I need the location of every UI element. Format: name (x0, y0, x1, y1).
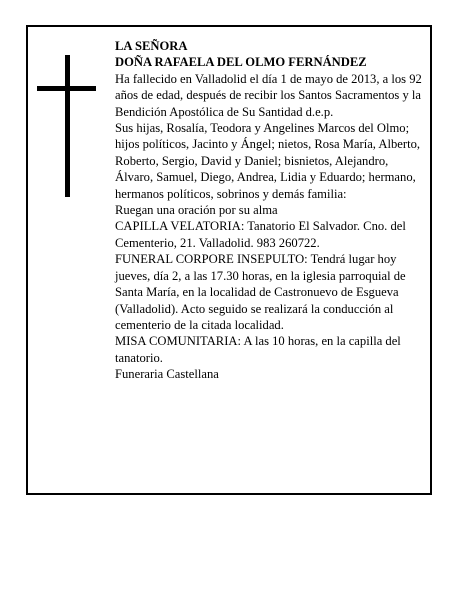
death-notice-paragraph: Ha fallecido en Valladolid el día 1 de mayo de 2013, a los 92 años de edad, después de recibir los Santos Sacramentos y la Bendición Apostólica de Su Santidad d.e.p. (115, 71, 422, 119)
honorific-title: LA SEÑORA (115, 39, 188, 53)
latin-cross-icon (37, 55, 96, 197)
family-paragraph: Sus hijas, Rosalía, Teodora y Angelines Marcos del Olmo; hijos políticos, Jacinto y Ángel; nietos, Rosa María, Alberto, Roberto, Sergio, David y Daniel; bisnietos, Alejandro, Álvaro, Samuel, Diego, Andrea, Lidia y Eduardo; hermano, hermanos políticos, sobrinos y demás familia: (115, 121, 421, 201)
prayer-request: Ruegan una oración por su alma (115, 203, 278, 218)
funeral-info: FUNERAL CORPORE INSEPULTO: Tendrá lugar hoy jueves, día 2, a las 17.30 horas, en la iglesia parroquial de Santa María, en la localidad de Castronuevo de Esgueva (Valladolid). Acto seguido se realizará la conducción al cementerio de la citada localidad. (115, 252, 406, 332)
cross-vertical-bar (65, 55, 70, 197)
cross-horizontal-bar (37, 86, 96, 91)
obituary-text-block (115, 38, 425, 383)
mass-info: MISA COMUNITARIA: A las 10 horas, en la capilla del tanatorio. (115, 334, 401, 365)
deceased-name: DOÑA RAFAELA DEL OLMO FERNÁNDEZ (115, 55, 367, 70)
chapel-info: CAPILLA VELATORIA: Tanatorio El Salvador. Cno. del Cementerio, 21. Valladolid. 983 260722. (115, 219, 406, 250)
funeral-home-name: Funeraria Castellana (115, 367, 219, 382)
